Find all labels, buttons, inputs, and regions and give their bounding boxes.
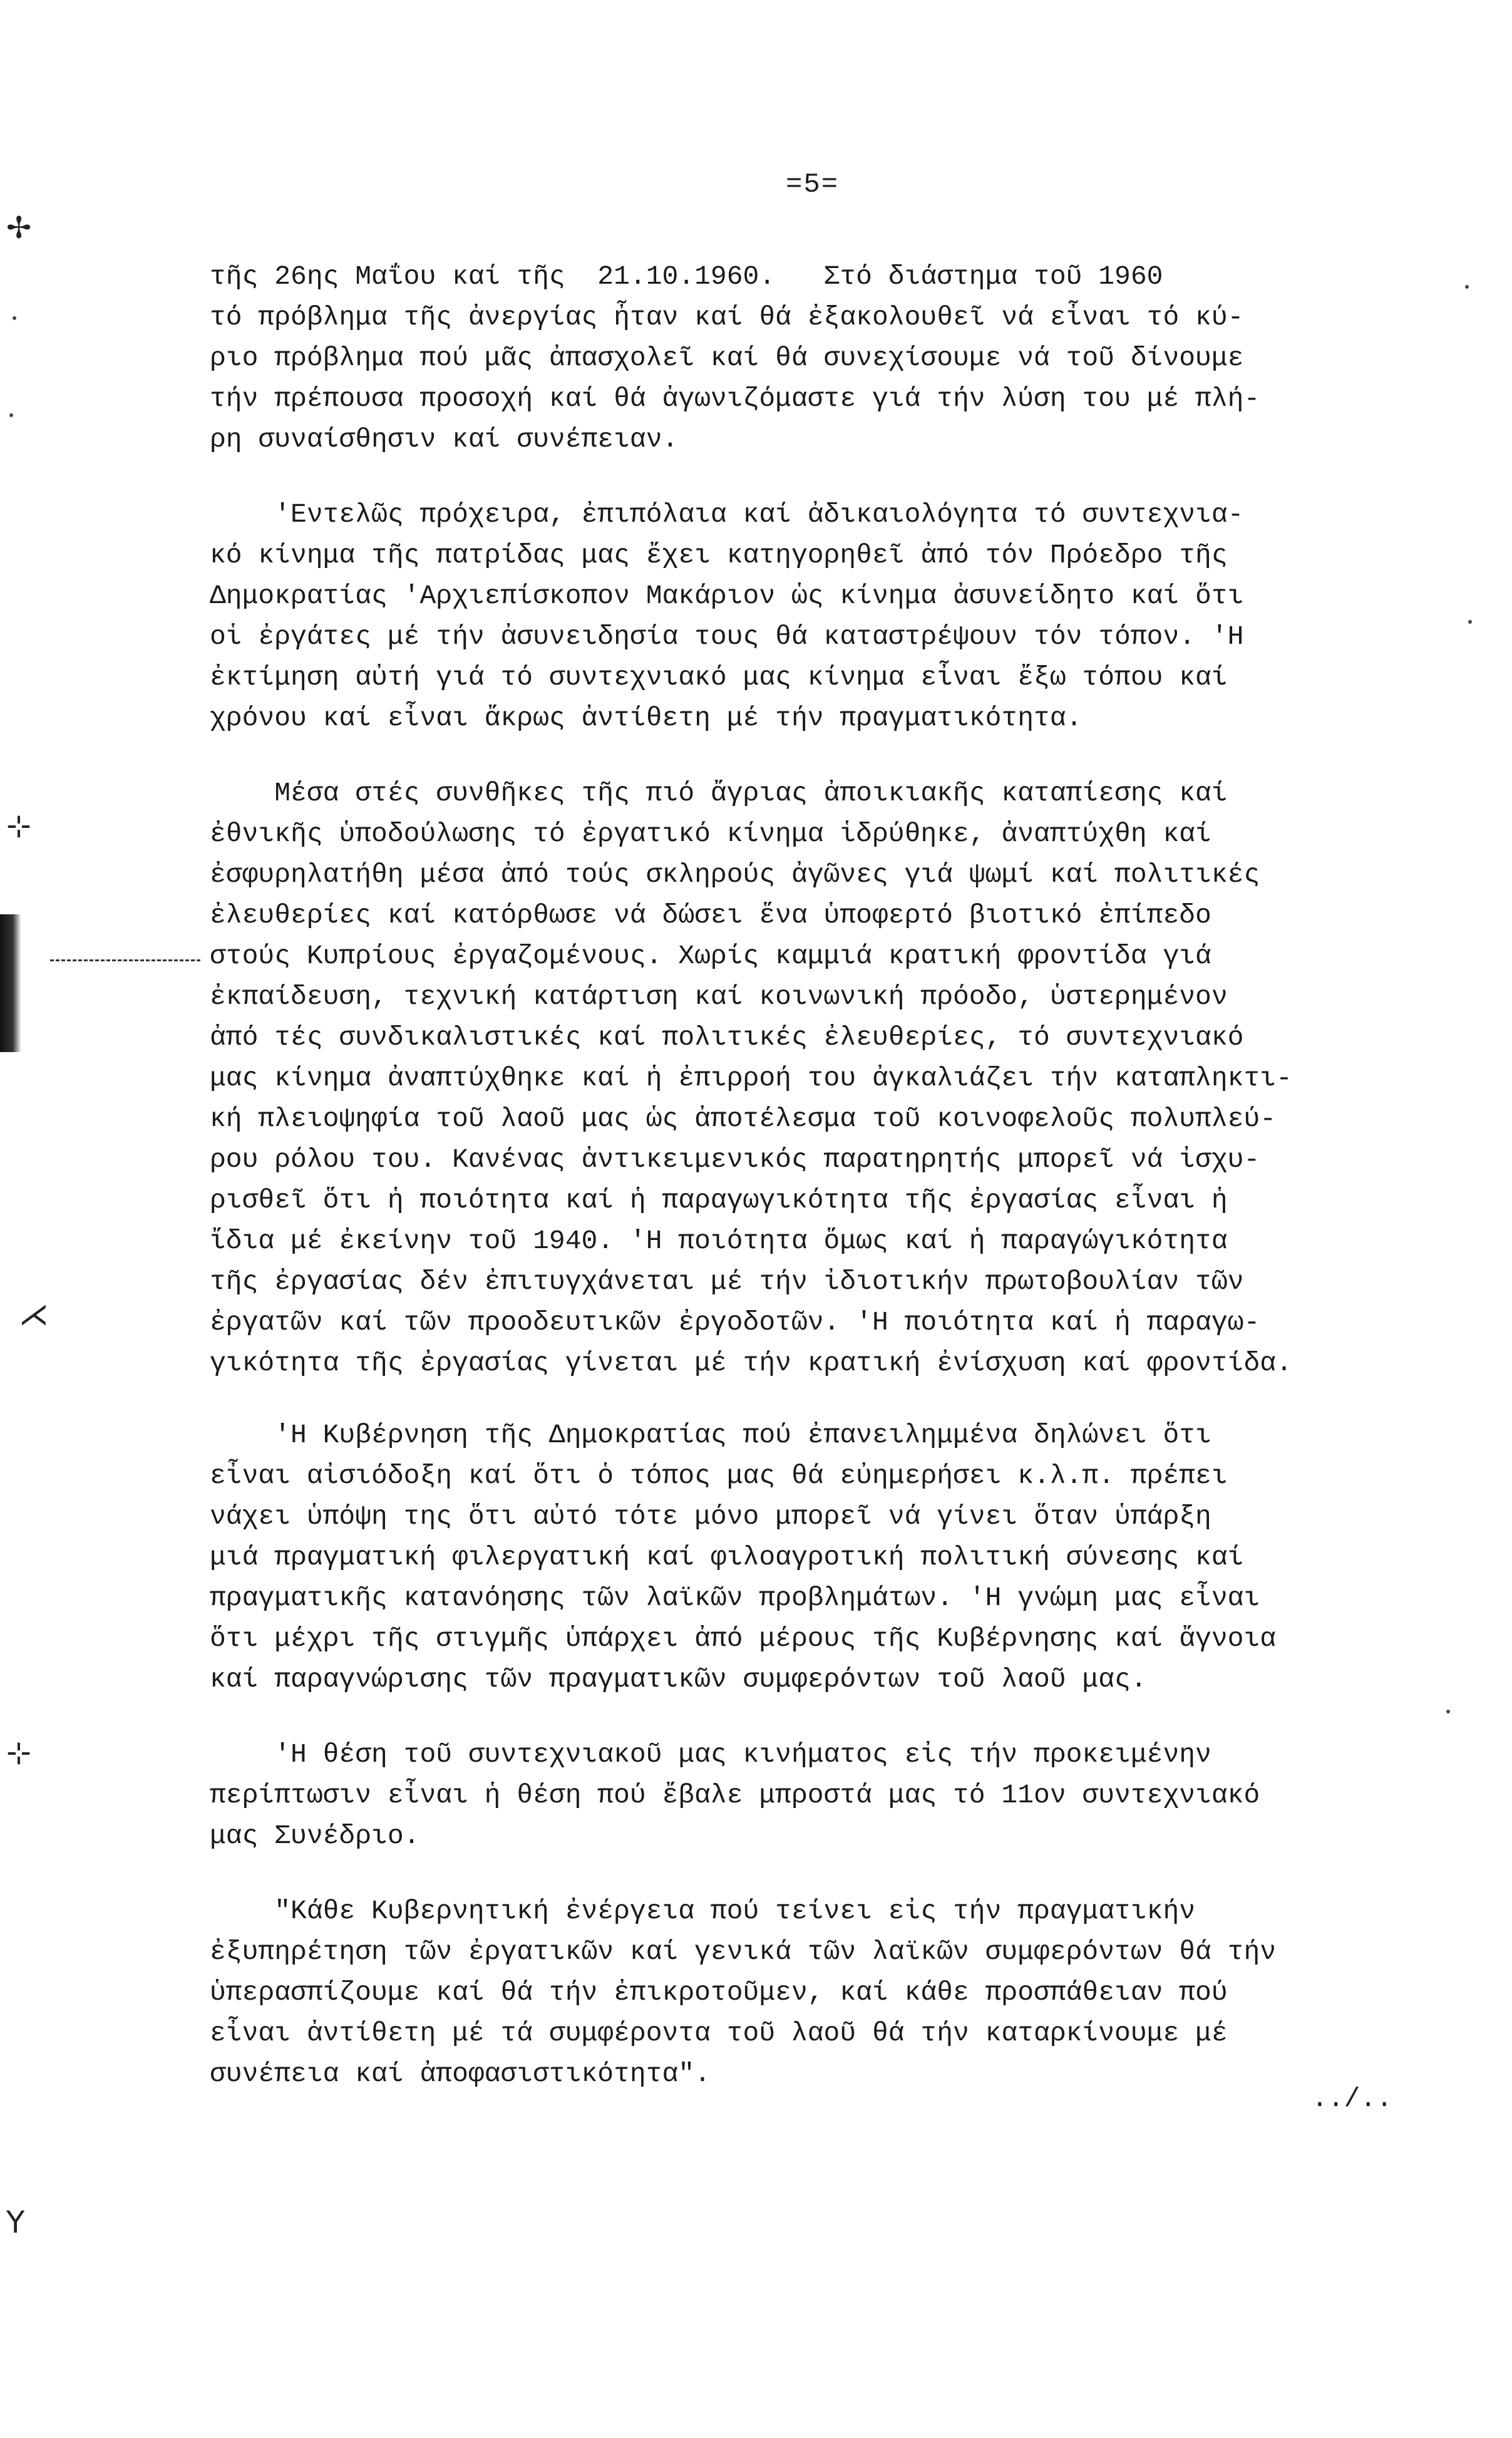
- text-line: ἴδια μέ ἐκείνην τοῦ 1940. 'Η ποιότητα ὅμως καί ἡ παραγώγικότητα: [210, 1226, 1228, 1256]
- speck: [1446, 1710, 1450, 1713]
- text-line: ρισθεῖ ὅτι ἡ ποιότητα καί ἡ παραγωγικότητα τῆς ἐργασίας εἶναι ἡ: [210, 1185, 1228, 1216]
- text-line: 'Η θέση τοῦ συντεχνιακοῦ μας κινήματος εἰς τήν προκειμένην: [210, 1739, 1211, 1770]
- text-line: μας Συνέδριο.: [210, 1821, 420, 1851]
- text-line: ἐλευθερίες καί κατόρθωσε νά δώσει ἕνα ὑποφερτό βιοτικό ἐπίπεδο: [210, 900, 1211, 931]
- continuation-mark: ../..: [1312, 2084, 1393, 2114]
- speck: [9, 413, 13, 417]
- text-line: μιά πραγματική φιλεργατική καί φιλοαγροτική πολιτική σύνεσης καί: [210, 1542, 1244, 1573]
- margin-dash-line: [50, 959, 200, 961]
- text-line: ριο πρόβλημα πού μᾶς ἀπασχολεῖ καί θά συνεχίσουμε νά τοῦ δίνουμε: [210, 343, 1244, 373]
- text-line: τήν πρέπουσα προσοχή καί θά ἀγωνιζόμαστε γιά τήν λύση του μέ πλή-: [210, 383, 1260, 414]
- text-line: κό κίνημα τῆς πατρίδας μας ἔχει κατηγορηθεῖ ἀπό τόν Πρόεδρο τῆς: [210, 540, 1228, 571]
- margin-shadow: [0, 914, 21, 1052]
- text-line: τῆς ἐργασίας δέν ἐπιτυγχάνεται μέ τήν ἰδιοτικήν πρωτοβουλίαν τῶν: [210, 1266, 1244, 1297]
- text-line: εἶναι αἰσιόδοξη καί ὅτι ὁ τόπος μας θά εὐημερήσει κ.λ.π. πρέπει: [210, 1460, 1228, 1491]
- margin-cross-mark-3: ⋌: [19, 1297, 49, 1332]
- text-line: συνέπεια καί ἀποφασιστικότητα".: [210, 2058, 711, 2089]
- text-line: στούς Κυπρίους ἐργαζομένους. Χωρίς καμμιά κρατική φροντίδα γιά: [210, 941, 1211, 971]
- text-line: νάχει ὑπόψη της ὅτι αὐτό τότε μόνο μπορεῖ νά γίνει ὅταν ὑπάρξη: [210, 1501, 1211, 1532]
- text-line: ἐκπαίδευση, τεχνική κατάρτιση καί κοινωνική πρόοδο, ὑστερημένον: [210, 981, 1228, 1012]
- text-line: 'Η Κυβέρνηση τῆς Δημοκρατίας πού ἐπανειλημμένα δηλώνει ὅτι: [210, 1420, 1211, 1450]
- text-line: οἱ ἐργάτες μέ τήν ἀσυνειδησία τους θά καταστρέψουν τόν τόπον. 'Η: [210, 621, 1244, 652]
- text-line: Μέσα στές συνθῆκες τῆς πιό ἄγριας ἀποικιακῆς καταπίεσης καί: [210, 778, 1228, 808]
- text-line: γικότητα τῆς ἐργασίας γίνεται μέ τήν κρατική ἐνίσχυση καί φροντίδα.: [210, 1348, 1292, 1378]
- text-line: κή πλειοψηφία τοῦ λαοῦ μας ὡς ἀποτέλεσμα τοῦ κοινοφελοῦς πολυπλεύ-: [210, 1103, 1277, 1134]
- text-line: καί παραγνώρισης τῶν πραγματικῶν συμφερόντων τοῦ λαοῦ μας.: [210, 1664, 1147, 1695]
- speck: [13, 316, 16, 320]
- text-line: πραγματικῆς κατανόησης τῶν λαϊκῶν προβλημάτων. 'Η γνώμη μας εἶναι: [210, 1583, 1260, 1613]
- text-line: ἐσφυρηλατήθη μέσα ἀπό τούς σκληρούς ἀγῶνες γιά ψωμί καί πολιτικές: [210, 859, 1260, 890]
- text-line: τῆς 26ης Μαΐου καί τῆς 21.10.1960. Στό διάστημα τοῦ 1960: [210, 261, 1163, 292]
- margin-cross-mark-1: ✢: [6, 210, 32, 245]
- text-line: μας κίνημα ἀναπτύχθηκε καί ἡ ἐπιρροή του ἀγκαλιάζει τήν καταπληκτι-: [210, 1063, 1292, 1093]
- speck: [1468, 620, 1472, 624]
- text-line: ἐκτίμηση αὐτή γιά τό συντεχνιακό μας κίνημα εἶναι ἔξω τόπου καί: [210, 662, 1228, 693]
- margin-cross-mark-5: Y: [6, 2205, 25, 2240]
- text-line: ἐξυπηρέτηση τῶν ἐργατικῶν καί γενικά τῶν λαϊκῶν συμφερόντων θά τήν: [210, 1936, 1277, 1967]
- text-line: ἐργατῶν καί τῶν προοδευτικῶν ἐργοδοτῶν. 'Η ποιότητα καί ἡ παραγω-: [210, 1307, 1260, 1338]
- text-line: Δημοκρατίας 'Αρχιεπίσκοπον Μακάριον ὡς κίνημα ἀσυνείδητο καί ὅτι: [210, 581, 1244, 611]
- text-line: χρόνου καί εἶναι ἄκρως ἀντίθετη μέ τήν πραγματικότητα.: [210, 703, 1083, 733]
- text-line: ὑπερασπίζουμε καί θά τήν ἐπικροτοῦμεν, καί κάθε προσπάθειαν πού: [210, 1977, 1228, 2008]
- text-line: εἶναι ἀντίθετη μέ τά συμφέροντα τοῦ λαοῦ θά τήν καταρκίνουμε μέ: [210, 2018, 1228, 2048]
- text-line: ἀπό τές συνδικαλιστικές καί πολιτικές ἐλευθερίες, τό συντεχνιακό: [210, 1022, 1244, 1053]
- text-line: ρου ρόλου του. Κανένας ἀντικειμενικός παρατηρητής μπορεῖ νά ἰσχυ-: [210, 1144, 1260, 1175]
- text-line: ἐθνικῆς ὑποδούλωσης τό ἐργατικό κίνημα ἱδρύθηκε, ἀναπτύχθη καί: [210, 819, 1211, 849]
- text-line: 'Εντελῶς πρόχειρα, ἐπιπόλαια καί ἀδικαιολόγητα τό συντεχνια-: [210, 499, 1244, 530]
- page-number: =5=: [786, 169, 840, 200]
- text-line: περίπτωσιν εἶναι ἡ θέση πού ἔβαλε μπροστά μας τό 11ον συντεχνιακό: [210, 1780, 1260, 1810]
- text-line: τό πρόβλημα τῆς ἀνεργίας ἦταν καί θά ἐξακολουθεῖ νά εἶναι τό κύ-: [210, 302, 1244, 333]
- speck: [1465, 285, 1469, 289]
- text-line: ὅτι μέχρι τῆς στιγμῆς ὑπάρχει ἀπό μέρους τῆς Κυβέρνησης καί ἄγνοια: [210, 1623, 1277, 1654]
- margin-cross-mark-2: ⊹: [6, 808, 32, 844]
- margin-cross-mark-4: ⊹: [6, 1735, 32, 1770]
- text-line: "Κάθε Κυβερνητική ἐνέργεια πού τείνει εἰς τήν πραγματικήν: [210, 1896, 1196, 1926]
- text-line: ρη συναίσθησιν καί συνέπειαν.: [210, 424, 679, 455]
